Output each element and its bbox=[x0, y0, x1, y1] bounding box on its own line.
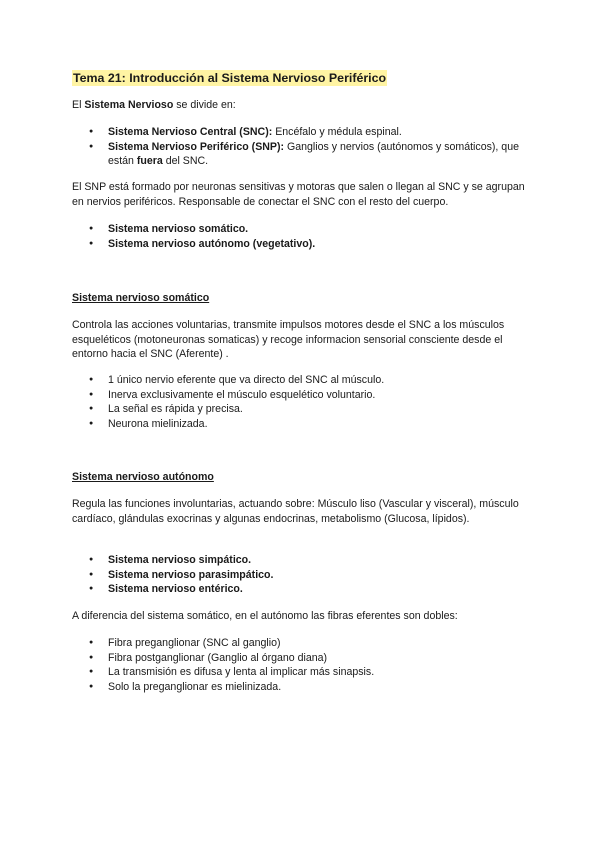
snp-types-list bbox=[72, 222, 522, 251]
item-bold: Sistema Nervioso Central (SNC): bbox=[108, 126, 273, 138]
intro-pre: El bbox=[72, 99, 85, 111]
intro-bold: Sistema Nervioso bbox=[84, 99, 174, 111]
list-item bbox=[72, 125, 522, 140]
item-bold: Sistema Nervioso Periférico (SNP): bbox=[108, 140, 285, 153]
difference-paragraph: A diferencia del sistema somático, en el autónomo las fibras eferentes son dobles: bbox=[72, 610, 458, 622]
item-bold: Sistema nervioso parasimpático. bbox=[108, 568, 274, 581]
list-item: ● Fibra preganglionar (SNC al ganglio) bbox=[72, 636, 522, 651]
somatic-heading: Sistema nervioso somático bbox=[72, 292, 210, 304]
item-text2: del SNC. bbox=[162, 155, 209, 168]
snp-paragraph: El SNP está formado por neuronas sensitivas y motoras que salen o llegan al SNC y se agrupan en nervios periféricos. Responsable de conectar el SNC con el resto del cuerpo. bbox=[72, 181, 525, 208]
intro-post: se divide en: bbox=[173, 99, 236, 111]
list-item: ● Fibra postganglionar (Ganglio al órgano diana) bbox=[72, 651, 522, 666]
list-item bbox=[72, 222, 522, 237]
divisions-list bbox=[72, 125, 522, 169]
list-item: ● Neurona mielinizada. bbox=[72, 417, 522, 432]
list-item bbox=[72, 582, 522, 597]
autonomic-types-list bbox=[72, 553, 522, 597]
autonomic-heading: Sistema nervioso autónomo bbox=[72, 471, 214, 483]
item-bold: Sistema nervioso somático. bbox=[108, 223, 249, 235]
list-item: ● 1 único nervio eferente que va directo del SNC al músculo. bbox=[72, 373, 522, 388]
item-bold: Sistema nervioso entérico. bbox=[108, 583, 243, 596]
autonomic-paragraph: Regula las funciones involuntarias, actuando sobre: Músculo liso (Vascular y visceral), músculo cardíaco, glándulas exocrinas y algunas endocrinas, metabolismo (Glucosa, lípidos). bbox=[72, 498, 519, 525]
list-item bbox=[72, 553, 522, 568]
list-item bbox=[72, 140, 522, 169]
page-title: Tema 21: Introducción al Sistema Nervioso Periférico bbox=[73, 71, 387, 85]
list-item: ● La señal es rápida y precisa. bbox=[72, 402, 522, 417]
item-bold: Sistema nervioso simpático. bbox=[108, 554, 252, 566]
item-bold2: fuera bbox=[136, 155, 163, 168]
list-item: ● Solo la preganglionar es mielinizada. bbox=[72, 680, 522, 695]
list-item bbox=[72, 568, 522, 583]
autonomic-list bbox=[72, 636, 522, 694]
item-text: Ganglios y nervios (autónomos y somáticos), que están bbox=[108, 140, 519, 168]
list-item: ● Inerva exclusivamente el músculo esquelético voluntario. bbox=[72, 388, 522, 403]
intro-paragraph bbox=[72, 98, 532, 113]
list-item bbox=[72, 237, 522, 252]
item-bold: Sistema nervioso autónomo (vegetativo). bbox=[108, 237, 316, 250]
item-text: Encéfalo y médula espinal. bbox=[272, 126, 402, 138]
somatic-list bbox=[72, 373, 522, 431]
somatic-paragraph: Controla las acciones voluntarias, transmite impulsos motores desde el SNC a los músculos esqueléticos (motoneuronas somaticas) y recoge informacion sensorial consciente desde el entorno hacia el SNC (Aferente) . bbox=[72, 319, 505, 361]
list-item: ● La transmisión es difusa y lenta al implicar más sinapsis. bbox=[72, 665, 522, 680]
